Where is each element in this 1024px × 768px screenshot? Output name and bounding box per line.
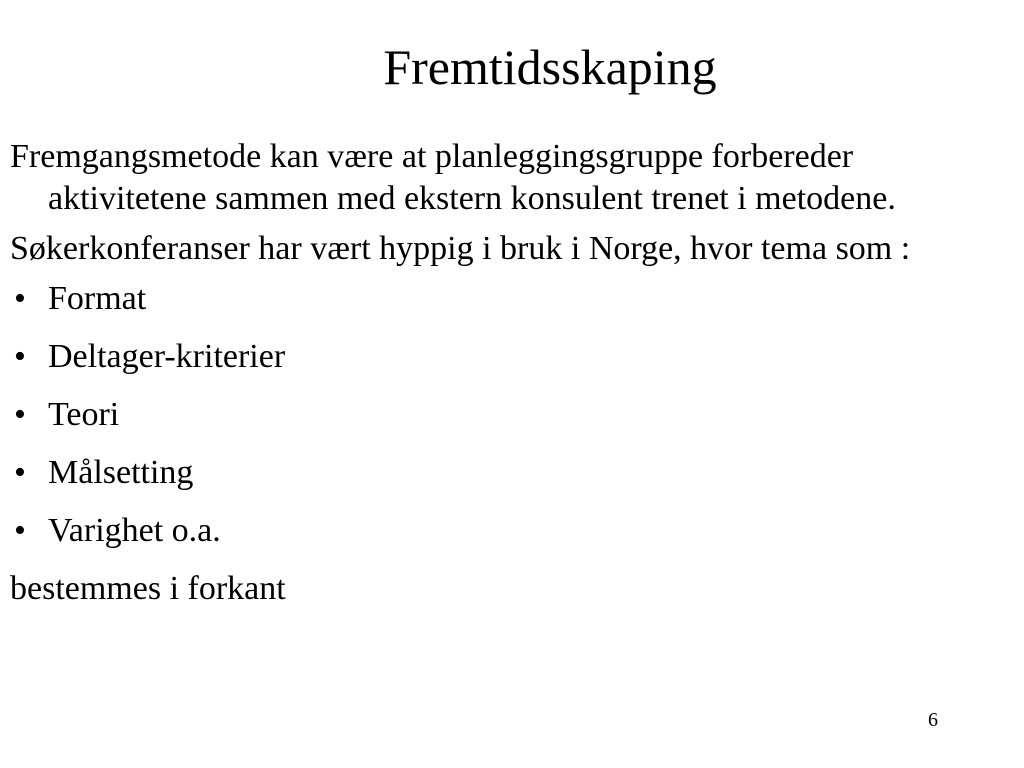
bullet-icon: •	[14, 396, 26, 433]
list-item-label: Deltager-kriterier	[48, 338, 286, 375]
list-item	[10, 394, 1020, 436]
closing-line: bestemmes i forkant	[10, 570, 286, 607]
paragraph-method: Fremgangsmetode kan være at planleggingsgruppe forbereder aktivitetene sammen med ekstern konsulent trenet i metodene.	[10, 138, 896, 217]
bullet-icon: •	[14, 512, 26, 549]
list-item-label: Målsetting	[48, 454, 194, 491]
page-number: 6	[928, 709, 938, 731]
list-item	[10, 278, 1020, 320]
list-item-label: Format	[48, 280, 147, 317]
list-item	[10, 336, 1020, 378]
topic-list	[10, 278, 1020, 552]
paragraph-conferences: Søkerkonferanser har vært hyppig i bruk i Norge, hvor tema som :	[10, 230, 911, 267]
bullet-icon: •	[14, 338, 26, 375]
slide-body	[10, 136, 1020, 610]
list-item-label: Varighet o.a.	[48, 512, 221, 549]
slide-title: Fremtidsskaping	[383, 39, 717, 95]
bullet-icon: •	[14, 280, 26, 317]
bullet-icon: •	[14, 454, 26, 491]
list-item-label: Teori	[48, 396, 120, 433]
list-item	[10, 510, 1020, 552]
list-item	[10, 452, 1020, 494]
